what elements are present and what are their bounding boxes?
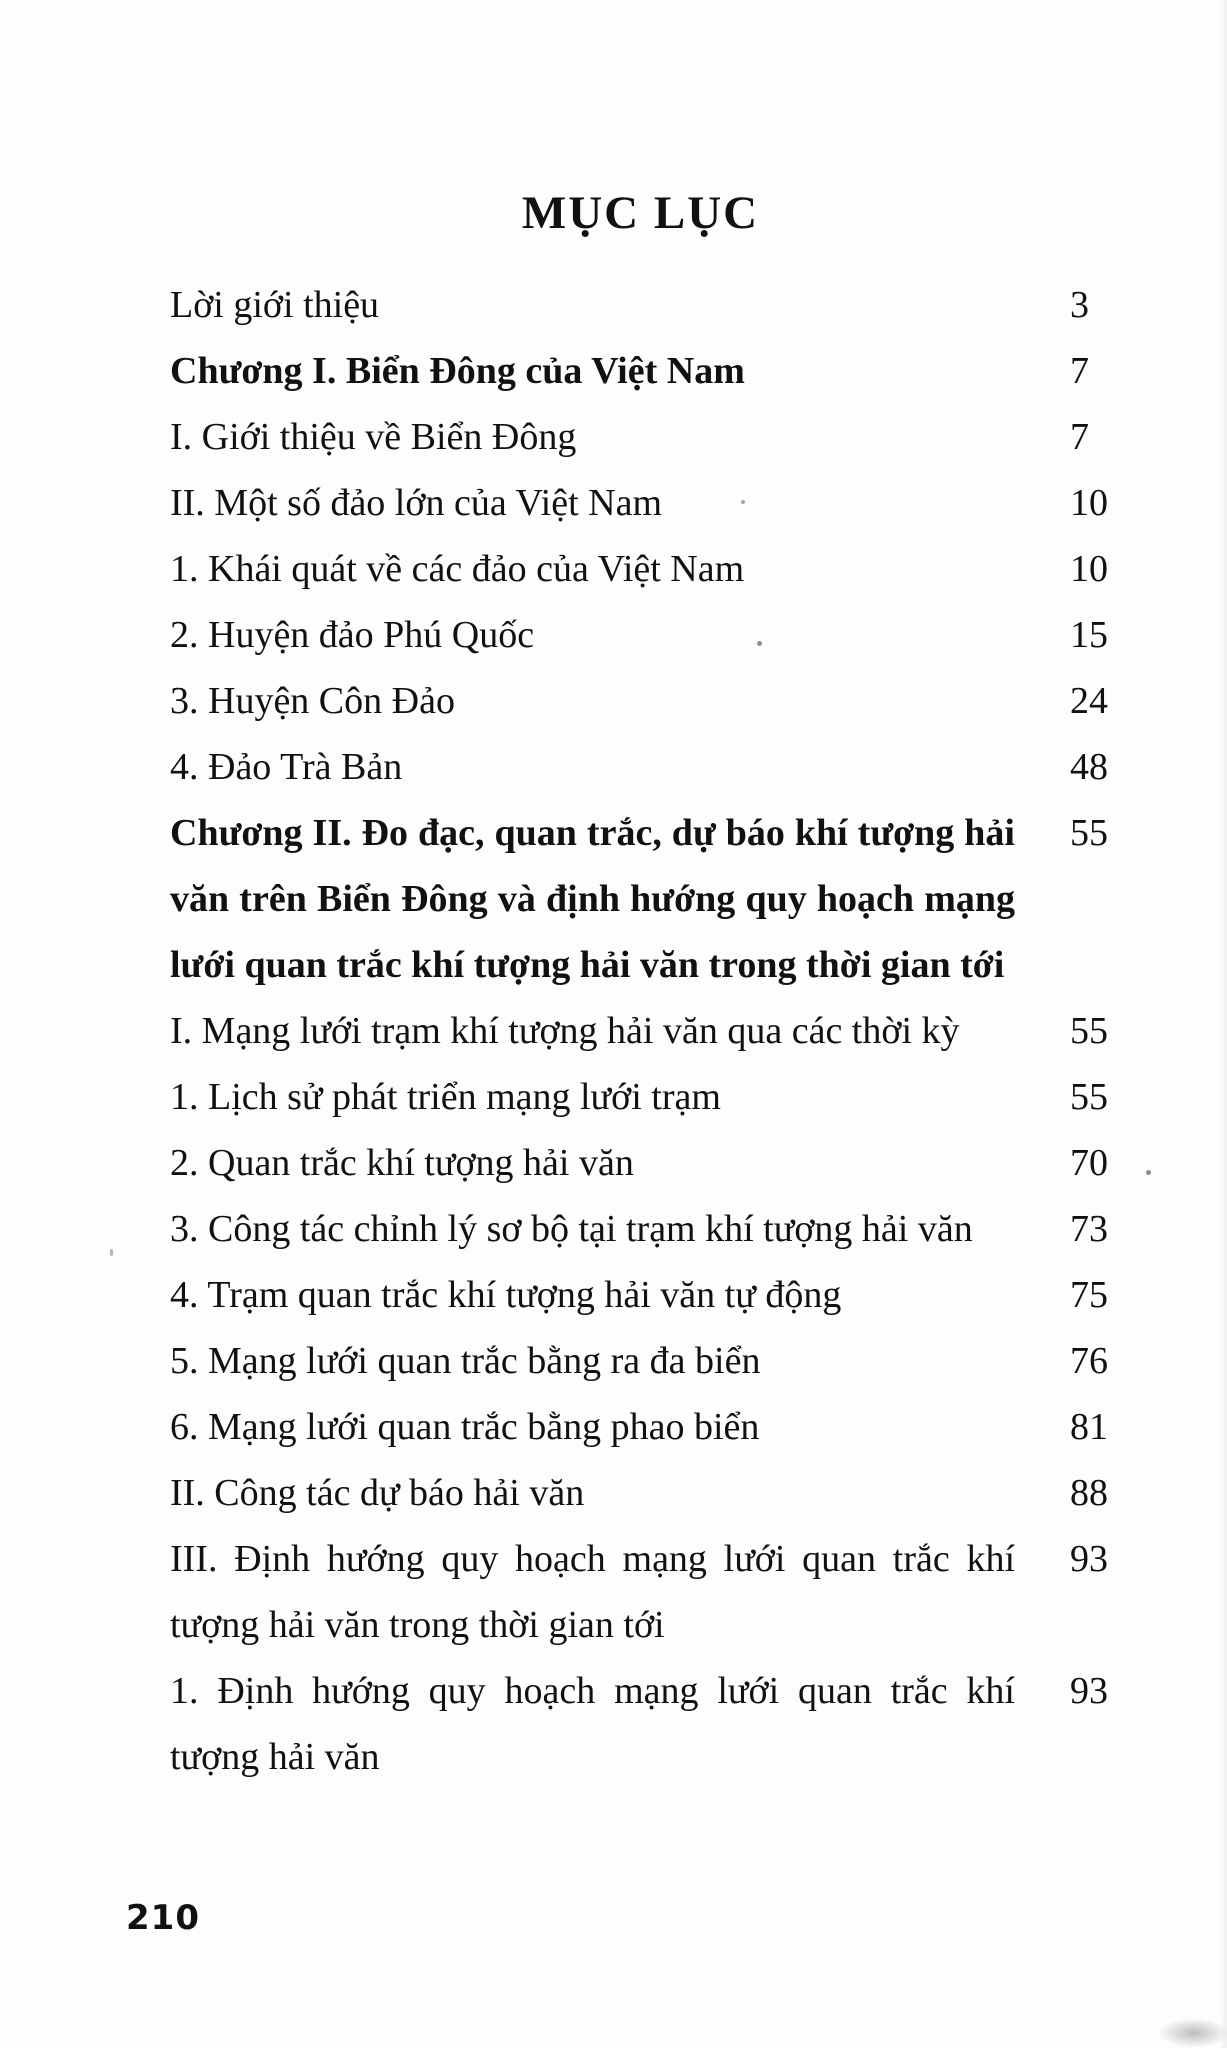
toc-page-number: 24	[1070, 680, 1108, 722]
toc-entry	[170, 1196, 1120, 1262]
toc-entry-label: II. Công tác dự báo hải văn	[170, 1472, 585, 1514]
toc-page-number: 15	[1070, 614, 1108, 656]
toc-entry-label: Chương II. Đo đạc, quan trắc, dự báo khí tượng hải văn trên Biển Đông và định hướng quy hoạch mạng lưới quan trắc khí tượng hải văn trong thời gian tới	[170, 812, 1015, 986]
toc-entry-label: 3. Huyện Côn Đảo	[170, 680, 455, 722]
toc-entry	[170, 1262, 1120, 1328]
toc-page-number: 88	[1070, 1472, 1108, 1514]
toc-page-number: 93	[1070, 1538, 1108, 1580]
toc-entry-label: 2. Quan trắc khí tượng hải văn	[170, 1142, 634, 1184]
toc-entry-label: 4. Trạm quan trắc khí tượng hải văn tự động	[170, 1274, 842, 1316]
toc-page-number: 70	[1070, 1142, 1108, 1184]
toc-entry	[170, 1658, 1120, 1790]
toc-entry	[170, 404, 1120, 470]
scan-speck	[1146, 1170, 1151, 1175]
toc-page-number: 7	[1070, 350, 1089, 392]
toc-page-number: 75	[1070, 1274, 1108, 1316]
toc-page-number: 3	[1070, 284, 1089, 326]
toc-entry-label: 1. Lịch sử phát triển mạng lưới trạm	[170, 1076, 721, 1118]
toc-entry-label: 2. Huyện đảo Phú Quốc	[170, 614, 535, 656]
toc-entry	[170, 1460, 1120, 1526]
toc-page-number: 7	[1070, 416, 1089, 458]
toc-entry	[170, 1526, 1120, 1658]
toc-page-number: 10	[1070, 482, 1108, 524]
toc-page-number: 55	[1070, 1010, 1108, 1052]
toc-entry-label: 5. Mạng lưới quan trắc bằng ra đa biển	[170, 1340, 761, 1382]
table-of-contents	[170, 272, 1120, 1790]
toc-page-number: 81	[1070, 1406, 1108, 1448]
toc-entry-label: 1. Định hướng quy hoạch mạng lưới quan trắc khí tượng hải văn	[170, 1670, 1015, 1778]
folio-page-number: 210	[126, 1898, 200, 1938]
toc-entry-label: 6. Mạng lưới quan trắc bằng phao biển	[170, 1406, 760, 1448]
toc-entry-label: I. Mạng lưới trạm khí tượng hải văn qua các thời kỳ	[170, 1010, 960, 1052]
toc-entry	[170, 602, 1120, 668]
toc-page-number: 55	[1070, 812, 1108, 854]
scan-speck	[757, 641, 762, 646]
toc-entry	[170, 800, 1120, 998]
toc-entry	[170, 998, 1120, 1064]
toc-entry-label: 4. Đảo Trà Bản	[170, 746, 403, 788]
toc-entry	[170, 338, 1120, 404]
toc-entry-label: Chương I. Biển Đông của Việt Nam	[170, 350, 745, 392]
toc-entry	[170, 668, 1120, 734]
toc-page-number: 73	[1070, 1208, 1108, 1250]
toc-entry-label: II. Một số đảo lớn của Việt Nam	[170, 482, 663, 524]
scan-smudge	[1158, 2018, 1227, 2048]
toc-entry	[170, 1328, 1120, 1394]
scan-edge-shadow	[1219, 0, 1227, 2048]
toc-entry	[170, 1130, 1120, 1196]
toc-entry-label: Lời giới thiệu	[170, 284, 380, 326]
toc-entry	[170, 734, 1120, 800]
toc-entry	[170, 470, 1120, 536]
toc-entry-label: III. Định hướng quy hoạch mạng lưới quan trắc khí tượng hải văn trong thời gian tới	[170, 1538, 1015, 1646]
toc-entry	[170, 1394, 1120, 1460]
toc-page-number: 55	[1070, 1076, 1108, 1118]
scan-speck	[110, 1249, 113, 1256]
toc-page-number: 10	[1070, 548, 1108, 590]
toc-entry-label: 1. Khái quát về các đảo của Việt Nam	[170, 548, 745, 590]
page-title: MỤC LỤC	[521, 187, 760, 240]
toc-entry	[170, 536, 1120, 602]
scan-speck	[741, 500, 745, 504]
toc-entry-label: I. Giới thiệu về Biển Đông	[170, 416, 577, 458]
toc-entry-label: 3. Công tác chỉnh lý sơ bộ tại trạm khí tượng hải văn	[170, 1208, 973, 1250]
toc-page-number: 76	[1070, 1340, 1108, 1382]
toc-entry	[170, 272, 1120, 338]
toc-page-number: 48	[1070, 746, 1108, 788]
toc-entry	[170, 1064, 1120, 1130]
toc-page-number: 93	[1070, 1670, 1108, 1712]
